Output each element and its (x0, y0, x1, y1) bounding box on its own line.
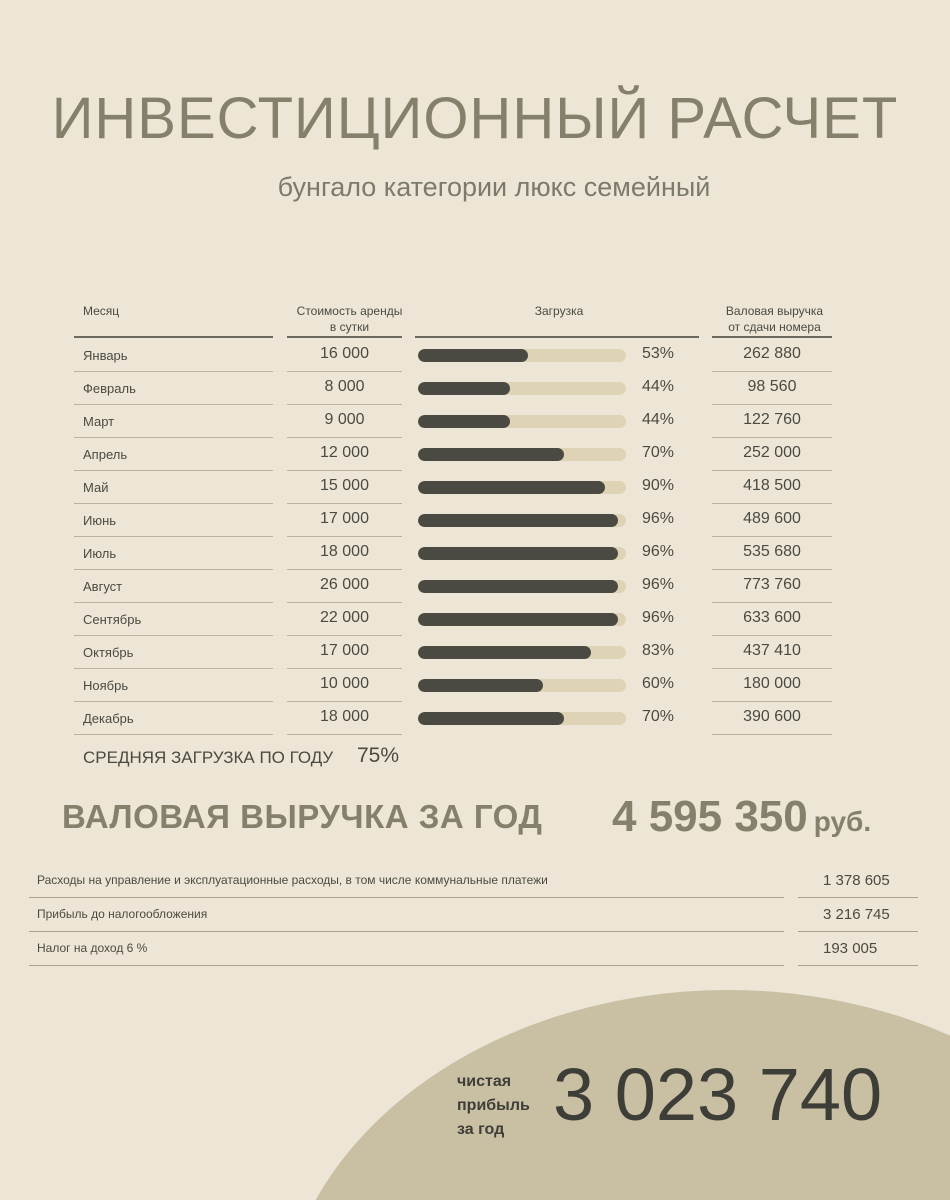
row-load-percent: 53% (642, 345, 675, 362)
load-bar-track (418, 613, 626, 626)
row-load-percent: 60% (642, 675, 675, 692)
expense-label: Расходы на управление и эксплуатационные расходы, в том числе коммунальные платежи (37, 873, 548, 887)
table-row (0, 372, 950, 405)
net-profit-label (457, 1070, 530, 1142)
row-load-percent: 44% (642, 411, 675, 428)
load-bar-fill (418, 712, 564, 725)
row-revenue: 98 560 (747, 378, 797, 395)
load-bar-fill (418, 547, 618, 560)
load-bar-fill (418, 646, 591, 659)
column-header-month: Месяц (83, 304, 120, 318)
expense-value: 3 216 745 (823, 906, 890, 923)
row-load-percent: 70% (642, 444, 675, 461)
column-header-revenue-line1: Валовая выручка (725, 304, 824, 318)
row-month: Февраль (83, 381, 136, 396)
row-load-percent: 90% (642, 477, 675, 494)
header-divider (712, 336, 832, 338)
table-row (0, 603, 950, 636)
expense-divider (29, 965, 784, 966)
row-load-percent: 96% (642, 543, 675, 560)
table-row (0, 504, 950, 537)
table-row (0, 702, 950, 735)
load-bar-track (418, 646, 626, 659)
load-bar-track (418, 349, 626, 362)
gross-revenue-amount: 4 595 350 (612, 792, 808, 841)
row-month: Ноябрь (83, 678, 129, 693)
row-revenue: 252 000 (743, 444, 801, 461)
column-header-revenue-line2: от сдачи номера (728, 320, 821, 334)
row-load-percent: 70% (642, 708, 675, 725)
row-revenue: 773 760 (743, 576, 801, 593)
table-row (0, 636, 950, 669)
row-load-percent: 96% (642, 510, 675, 527)
gross-revenue-unit: руб. (813, 806, 872, 837)
expense-value: 193 005 (823, 940, 878, 957)
load-bar-track (418, 547, 626, 560)
header-divider (74, 336, 273, 338)
row-revenue: 262 880 (743, 345, 801, 362)
expense-label: Прибыль до налогообложения (37, 907, 208, 921)
row-month: Январь (83, 348, 128, 363)
net-profit-label-line3: за год (457, 1121, 505, 1138)
load-bar-fill (418, 415, 510, 428)
column-header-price (287, 303, 412, 335)
expense-divider (798, 965, 918, 966)
load-bar-fill (418, 613, 618, 626)
net-profit-value: 3 023 740 (553, 1053, 883, 1136)
row-revenue: 180 000 (743, 675, 801, 692)
load-bar-fill (418, 349, 528, 362)
row-month: Апрель (83, 447, 128, 462)
gross-revenue-value (612, 792, 871, 842)
load-bar-fill (418, 514, 618, 527)
row-month: Июль (83, 546, 117, 561)
row-revenue: 535 680 (743, 543, 801, 560)
load-bar-track (418, 481, 626, 494)
expense-label: Налог на доход 6 % (37, 941, 148, 955)
row-revenue: 418 500 (743, 477, 801, 494)
column-header-price-line2: в сутки (329, 320, 370, 334)
table-row (0, 405, 950, 438)
row-divider (74, 734, 273, 735)
load-bar-fill (418, 580, 618, 593)
load-bar-track (418, 679, 626, 692)
table-row (0, 471, 950, 504)
load-bar-fill (418, 679, 543, 692)
row-price: 10 000 (320, 675, 369, 692)
row-month: Май (83, 480, 109, 495)
row-month: Декабрь (83, 711, 134, 726)
net-profit-label-line1: чистая (457, 1073, 512, 1090)
table-row (0, 438, 950, 471)
row-load-percent: 83% (642, 642, 675, 659)
row-load-percent: 96% (642, 609, 675, 626)
expense-row (0, 932, 950, 966)
row-revenue: 633 600 (743, 609, 801, 626)
row-load-percent: 44% (642, 378, 675, 395)
row-price: 22 000 (320, 609, 369, 626)
column-header-revenue (712, 303, 837, 335)
row-price: 12 000 (320, 444, 369, 461)
table-row (0, 537, 950, 570)
row-price: 18 000 (320, 708, 369, 725)
average-load-value: 75% (357, 744, 400, 767)
table-row (0, 570, 950, 603)
expense-row (0, 864, 950, 898)
column-header-load: Загрузка (534, 304, 584, 318)
load-bar-track (418, 415, 626, 428)
load-bar-track (418, 712, 626, 725)
page-subtitle: бунгало категории люкс семейный (277, 172, 711, 202)
load-bar-track (418, 382, 626, 395)
row-price: 8 000 (324, 378, 365, 395)
load-bar-fill (418, 448, 564, 461)
row-month: Март (83, 414, 115, 429)
row-month: Сентябрь (83, 612, 142, 627)
row-revenue: 390 600 (743, 708, 801, 725)
net-profit-label-line2: прибыль (457, 1097, 530, 1114)
page-title: ИНВЕСТИЦИОННЫЙ РАСЧЕТ (51, 86, 899, 151)
table-row (0, 339, 950, 372)
row-price: 26 000 (320, 576, 369, 593)
load-bar-track (418, 448, 626, 461)
row-revenue: 489 600 (743, 510, 801, 527)
load-bar-track (418, 514, 626, 527)
row-price: 17 000 (320, 642, 369, 659)
row-price: 15 000 (320, 477, 369, 494)
load-bar-track (418, 580, 626, 593)
row-month: Октябрь (83, 645, 134, 660)
column-header-price-line1: Стоимость аренды (296, 304, 403, 318)
load-bar-fill (418, 382, 510, 395)
row-divider (712, 734, 832, 735)
row-price: 16 000 (320, 345, 369, 362)
row-revenue: 122 760 (743, 411, 801, 428)
row-price: 18 000 (320, 543, 369, 560)
expense-value: 1 378 605 (823, 872, 890, 889)
row-divider (287, 734, 402, 735)
expense-row (0, 898, 950, 932)
row-month: Июнь (83, 513, 117, 528)
table-row (0, 669, 950, 702)
average-load-label: СРЕДНЯЯ ЗАГРУЗКА ПО ГОДУ (83, 748, 334, 767)
row-month: Август (83, 579, 123, 594)
row-load-percent: 96% (642, 576, 675, 593)
header-divider (415, 336, 699, 338)
load-bar-fill (418, 481, 605, 494)
row-price: 17 000 (320, 510, 369, 527)
gross-revenue-label: ВАЛОВАЯ ВЫРУЧКА ЗА ГОД (62, 798, 543, 835)
row-revenue: 437 410 (743, 642, 801, 659)
header-divider (287, 336, 402, 338)
row-price: 9 000 (324, 411, 365, 428)
